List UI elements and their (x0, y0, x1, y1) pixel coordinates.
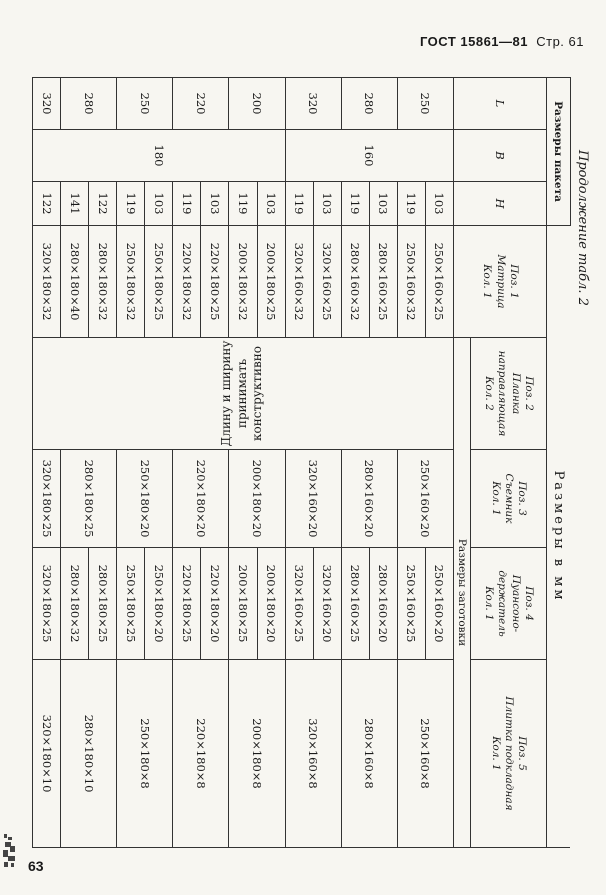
cell-H: 119 (341, 182, 369, 226)
cell-pos5: 320×180×10 (33, 660, 61, 848)
scan-artifact (2, 832, 18, 870)
col-header-pos3: Поз. 3 Съемник Кол. 1 (471, 450, 547, 548)
note-text: Длину и ширину принимать конструктивно (219, 340, 265, 447)
cell-pos1: 280×160×25 (369, 226, 397, 338)
cell-L: 200 (229, 78, 285, 130)
cell-pos1: 250×160×25 (425, 226, 453, 338)
cell-H: 122 (89, 182, 117, 226)
blank-sizes-header: Размеры заготовки (454, 338, 471, 848)
cell-pos5: 280×160×8 (341, 660, 397, 848)
cell-pos1: 320×160×32 (285, 226, 313, 338)
cell-H: 122 (33, 182, 61, 226)
cell-pos5: 250×180×8 (117, 660, 173, 848)
cell-pos1: 320×180×32 (33, 226, 61, 338)
cell-pos3: 320×160×20 (285, 450, 341, 548)
cell-pos1: 220×180×25 (201, 226, 229, 338)
table-row (89, 78, 117, 848)
cell-pos5: 200×180×8 (229, 660, 285, 848)
cell-H: 103 (145, 182, 173, 226)
cell-pos4: 250×180×20 (145, 548, 173, 660)
cell-pos4: 280×180×25 (89, 548, 117, 660)
cell-H: 103 (425, 182, 453, 226)
cell-pos4: 320×160×25 (285, 548, 313, 660)
cell-pos4: 200×180×20 (257, 548, 285, 660)
rotated-table-container (32, 77, 571, 847)
cell-pos5: 280×180×10 (61, 660, 117, 848)
cell-pos3: 280×160×20 (341, 450, 397, 548)
table-row (369, 78, 397, 848)
cell-H: 119 (397, 182, 425, 226)
cell-L: 320 (285, 78, 341, 130)
table-row (201, 78, 229, 848)
col-header-B: B (454, 130, 547, 182)
cell-pos1: 280×180×32 (89, 226, 117, 338)
cell-pos4: 320×180×25 (33, 548, 61, 660)
table-title: Размеры в мм (547, 226, 571, 848)
cell-pos4: 250×180×25 (117, 548, 145, 660)
cell-L: 320 (33, 78, 61, 130)
cell-pos4: 220×180×25 (173, 548, 201, 660)
cell-pos3: 320×180×25 (33, 450, 61, 548)
col-header-pos4: Поз. 4 Пуансоно-держатель Кол. 1 (471, 548, 547, 660)
table-row (425, 78, 453, 848)
packet-sizes-header: Размеры пакета (547, 78, 571, 226)
cell-pos4: 250×160×25 (397, 548, 425, 660)
col-header-H: H (454, 182, 547, 226)
cell-pos1: 280×180×40 (61, 226, 89, 338)
cell-pos1: 320×160×25 (313, 226, 341, 338)
col-header-pos2: Поз. 2 Планка направляющая Кол. 2 (471, 338, 547, 450)
cell-pos5: 220×180×8 (173, 660, 229, 848)
cell-pos1: 250×180×25 (145, 226, 173, 338)
col-header-pos5: Поз. 5 Плитка подкладная Кол. 1 (471, 660, 547, 848)
dimensions-table (32, 77, 571, 848)
cell-pos4: 250×160×20 (425, 548, 453, 660)
cell-pos5: 250×160×8 (397, 660, 453, 848)
cell-pos4: 320×160×20 (313, 548, 341, 660)
cell-pos3: 280×180×25 (61, 450, 117, 548)
cell-H: 119 (173, 182, 201, 226)
cell-pos1: 250×160×32 (397, 226, 425, 338)
cell-L: 280 (341, 78, 397, 130)
cell-pos4: 200×180×25 (229, 548, 257, 660)
cell-pos1: 250×180×32 (117, 226, 145, 338)
cell-H: 119 (117, 182, 145, 226)
cell-H: 103 (313, 182, 341, 226)
cell-H: 141 (61, 182, 89, 226)
page-number: Стр. 61 (536, 34, 584, 49)
footer-page-number: 63 (28, 858, 44, 874)
cell-pos3: 250×160×20 (397, 450, 453, 548)
cell-pos5: 320×160×8 (285, 660, 341, 848)
cell-pos1: 280×160×32 (341, 226, 369, 338)
cell-pos1: 200×180×32 (229, 226, 257, 338)
cell-pos3: 220×180×20 (173, 450, 229, 548)
cell-L: 250 (117, 78, 173, 130)
cell-L: 250 (397, 78, 453, 130)
table-row (257, 78, 285, 848)
cell-pos1: 220×180×32 (173, 226, 201, 338)
cell-pos3: 250×180×20 (117, 450, 173, 548)
cell-pos4: 280×180×32 (61, 548, 89, 660)
cell-L: 220 (173, 78, 229, 130)
cell-B: 160 (285, 130, 453, 182)
cell-H: 103 (201, 182, 229, 226)
table-row (145, 78, 173, 848)
cell-pos1: 200×180×25 (257, 226, 285, 338)
table-continuation-label: Продолжение табл. 2 (575, 150, 590, 306)
cell-L: 280 (61, 78, 117, 130)
cell-H: 119 (285, 182, 313, 226)
table-body (33, 78, 454, 848)
table-row (33, 78, 61, 848)
gost-number: ГОСТ 15861—81 (419, 34, 528, 49)
cell-pos3: 200×180×20 (229, 450, 285, 548)
cell-pos4: 220×180×20 (201, 548, 229, 660)
cell-H: 103 (369, 182, 397, 226)
col-header-L: L (454, 78, 547, 130)
col-header-pos1: Поз. 1 Матрица Кол. 1 (454, 226, 547, 338)
cell-H: 103 (257, 182, 285, 226)
page-header (420, 34, 584, 49)
cell-H: 119 (229, 182, 257, 226)
cell-pos4: 280×160×20 (369, 548, 397, 660)
cell-B: 180 (33, 130, 286, 182)
table-row (313, 78, 341, 848)
cell-pos4: 280×160×25 (341, 548, 369, 660)
cell-pos2-note (33, 338, 454, 450)
